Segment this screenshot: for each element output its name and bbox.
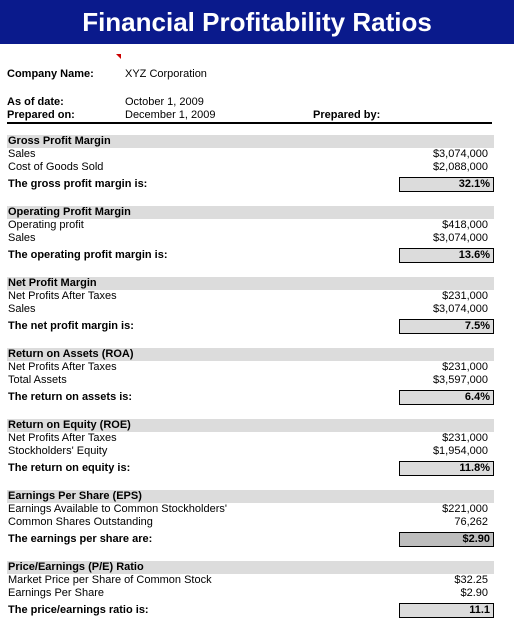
result-row [7, 461, 494, 477]
result-value[interactable]: 11.8% [399, 461, 494, 476]
result-label: The operating profit margin is: [8, 249, 168, 261]
row-value[interactable]: $418,000 [442, 219, 488, 231]
result-label: The earnings per share are: [8, 533, 153, 545]
row-label: Sales [8, 148, 36, 160]
table-row [7, 374, 494, 387]
result-label: The gross profit margin is: [8, 178, 148, 190]
section-heading: Return on Equity (ROE) [7, 419, 494, 432]
section-operating-profit-margin [7, 206, 494, 264]
section-heading: Gross Profit Margin [7, 135, 494, 148]
table-row [7, 574, 494, 587]
row-label: Net Profits After Taxes [8, 361, 117, 373]
prepared-on-label: Prepared on: [7, 109, 75, 121]
section-net-profit-margin [7, 277, 494, 335]
result-label: The price/earnings ratio is: [8, 604, 149, 616]
section-heading: Return on Assets (ROA) [7, 348, 494, 361]
row-value[interactable]: $2.90 [460, 587, 488, 599]
result-row [7, 177, 494, 193]
result-row [7, 390, 494, 406]
row-label: Earnings Available to Common Stockholders' [8, 503, 227, 515]
header-divider [7, 122, 492, 124]
table-row [7, 290, 494, 303]
table-row [7, 445, 494, 458]
result-label: The return on assets is: [8, 391, 133, 403]
prepared-on-value[interactable]: December 1, 2009 [125, 109, 216, 121]
row-label: Total Assets [8, 374, 67, 386]
section-heading: Price/Earnings (P/E) Ratio [7, 561, 494, 574]
row-value[interactable]: $1,954,000 [432, 445, 488, 457]
result-row [7, 248, 494, 264]
result-label: The net profit margin is: [8, 320, 134, 332]
result-value[interactable]: $2.90 [399, 532, 494, 547]
table-row [7, 232, 494, 245]
table-row [7, 361, 494, 374]
asof-value[interactable]: October 1, 2009 [125, 96, 204, 108]
section-return-on-assets [7, 348, 494, 406]
row-label: Cost of Goods Sold [8, 161, 104, 173]
row-value[interactable]: $32.25 [454, 574, 488, 586]
row-value[interactable]: $231,000 [442, 432, 488, 444]
row-value[interactable]: $3,074,000 [432, 232, 488, 244]
table-row [7, 432, 494, 445]
result-label: The return on equity is: [8, 462, 131, 474]
page-title: Financial Profitability Ratios [0, 0, 514, 44]
row-label: Market Price per Share of Common Stock [8, 574, 212, 586]
row-value[interactable]: $221,000 [442, 503, 488, 515]
table-row [7, 503, 494, 516]
prepared-by-label: Prepared by: [313, 109, 381, 121]
result-value[interactable]: 6.4% [399, 390, 494, 405]
result-row [7, 319, 494, 335]
row-value[interactable]: 76,262 [454, 516, 488, 528]
row-value[interactable]: $3,597,000 [432, 374, 488, 386]
result-row [7, 532, 494, 548]
result-value[interactable]: 13.6% [399, 248, 494, 263]
result-value[interactable]: 7.5% [399, 319, 494, 334]
row-label: Net Profits After Taxes [8, 432, 117, 444]
section-heading: Net Profit Margin [7, 277, 494, 290]
row-value[interactable]: $3,074,000 [432, 303, 488, 315]
comment-marker-icon[interactable] [116, 54, 121, 59]
section-gross-profit-margin [7, 135, 494, 193]
table-row [7, 161, 494, 174]
table-row [7, 587, 494, 600]
table-row [7, 516, 494, 529]
row-label: Net Profits After Taxes [8, 290, 117, 302]
row-label: Stockholders' Equity [8, 445, 108, 457]
row-label: Common Shares Outstanding [8, 516, 153, 528]
table-row [7, 148, 494, 161]
result-value[interactable]: 11.1 [399, 603, 494, 618]
company-label: Company Name: [7, 68, 94, 80]
table-row [7, 303, 494, 316]
section-price-earnings-ratio [7, 561, 494, 619]
row-label: Sales [8, 232, 36, 244]
section-return-on-equity [7, 419, 494, 477]
row-value[interactable]: $231,000 [442, 290, 488, 302]
row-label: Operating profit [8, 219, 84, 231]
row-value[interactable]: $231,000 [442, 361, 488, 373]
result-value[interactable]: 32.1% [399, 177, 494, 192]
asof-label: As of date: [7, 96, 64, 108]
section-earnings-per-share [7, 490, 494, 548]
section-heading: Earnings Per Share (EPS) [7, 490, 494, 503]
row-label: Sales [8, 303, 36, 315]
row-value[interactable]: $3,074,000 [432, 148, 488, 160]
row-label: Earnings Per Share [8, 587, 104, 599]
company-value[interactable]: XYZ Corporation [125, 68, 207, 80]
result-row [7, 603, 494, 619]
table-row [7, 219, 494, 232]
section-heading: Operating Profit Margin [7, 206, 494, 219]
row-value[interactable]: $2,088,000 [432, 161, 488, 173]
